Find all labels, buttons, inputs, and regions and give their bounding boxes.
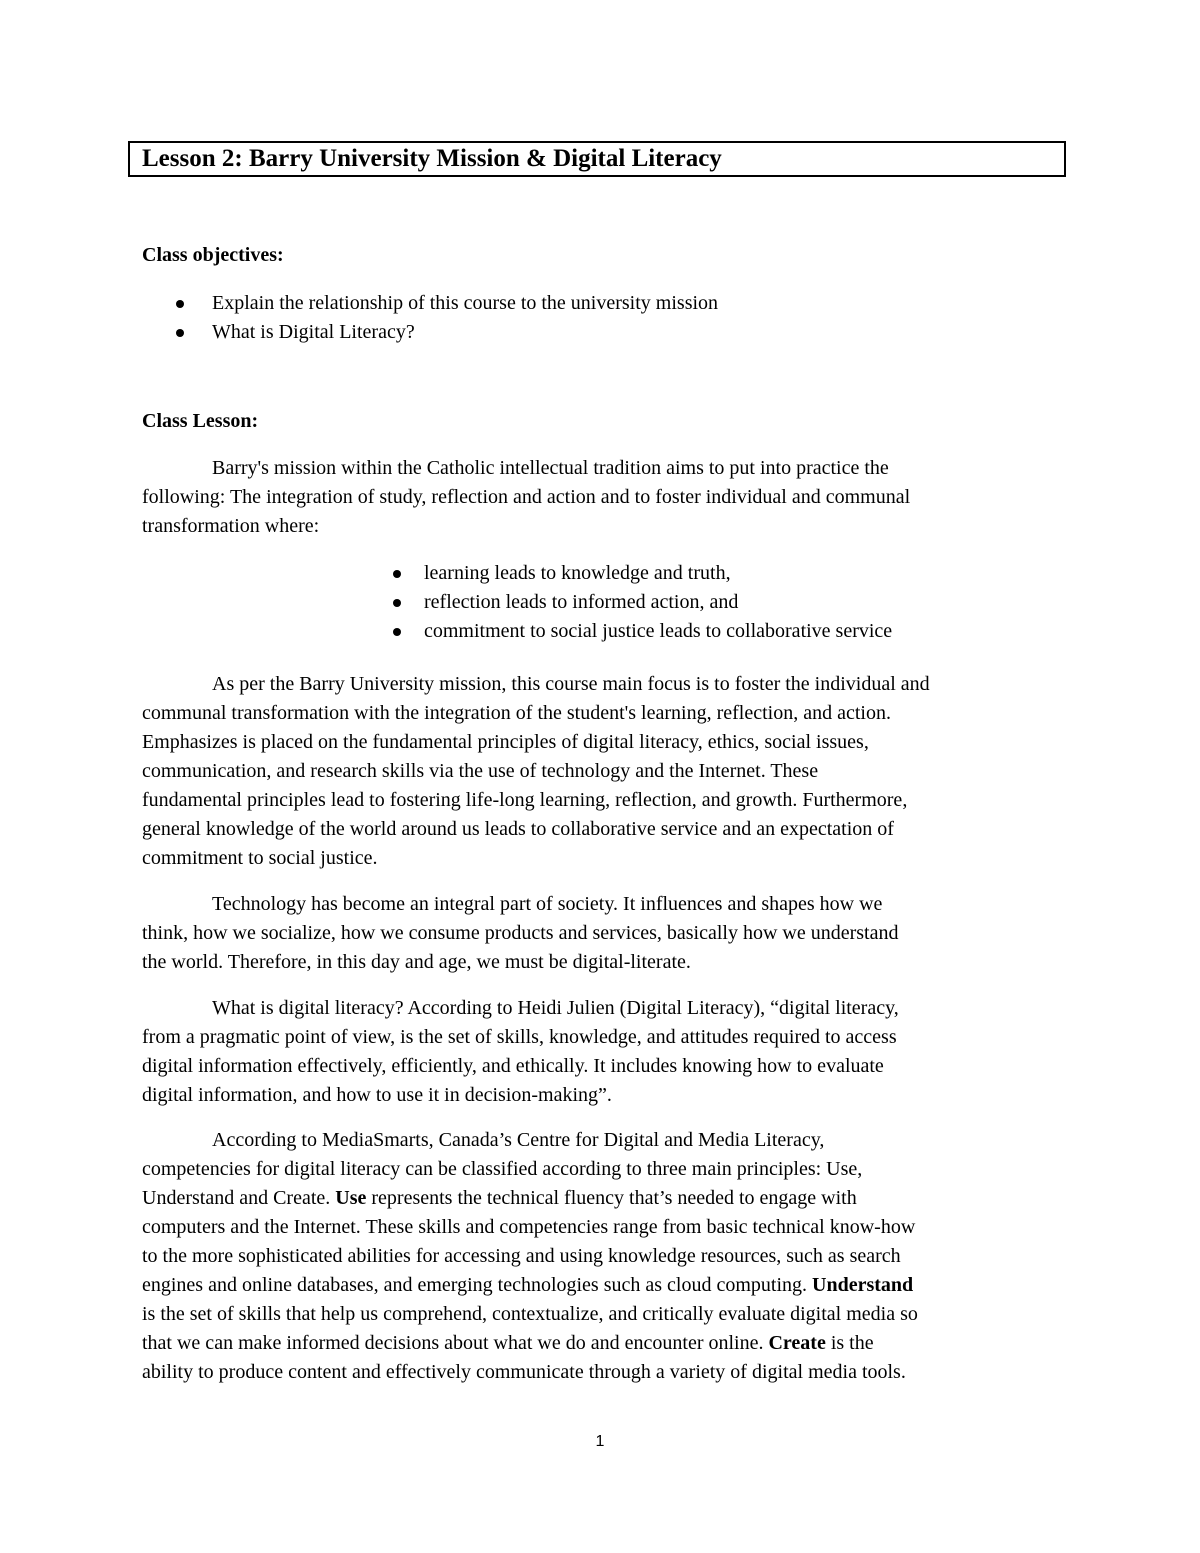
list-item-text: reflection leads to informed action, and bbox=[424, 591, 739, 613]
text-line: transformation where: bbox=[142, 515, 320, 537]
text-line: is the set of skills that help us comprehend, contextualize, and critically evaluate digital media so bbox=[142, 1303, 918, 1325]
list-item bbox=[212, 289, 718, 318]
objectives-list bbox=[212, 289, 718, 347]
create-term: Create bbox=[768, 1332, 826, 1354]
lesson-heading: Class Lesson: bbox=[142, 410, 259, 432]
text-line: fundamental principles lead to fostering life-long learning, reflection, and growth. Furthermore, bbox=[142, 789, 908, 811]
list-item bbox=[424, 617, 892, 646]
text-line: Technology has become an integral part of society. It influences and shapes how we bbox=[212, 893, 883, 915]
text-line: digital information, and how to use it in decision-making”. bbox=[142, 1084, 612, 1106]
list-item bbox=[212, 318, 718, 347]
text-line: general knowledge of the world around us leads to collaborative service and an expectation of bbox=[142, 818, 894, 840]
bullet-icon bbox=[176, 329, 184, 337]
bullet-icon bbox=[393, 570, 401, 578]
list-item bbox=[424, 588, 892, 617]
bullet-icon bbox=[393, 599, 401, 607]
text-line: to the more sophisticated abilities for accessing and using knowledge resources, such as search bbox=[142, 1245, 901, 1267]
bullet-icon bbox=[176, 300, 184, 308]
objectives-heading: Class objectives: bbox=[142, 244, 284, 266]
text-segment: engines and online databases, and emerging technologies such as cloud computing. bbox=[142, 1274, 813, 1296]
text-line: Barry's mission within the Catholic intellectual tradition aims to put into practice the bbox=[212, 457, 889, 479]
text-line: think, how we socialize, how we consume products and services, basically how we understand bbox=[142, 922, 899, 944]
text-segment: is the bbox=[825, 1332, 874, 1354]
text-line: commitment to social justice. bbox=[142, 847, 378, 869]
use-term: Use bbox=[335, 1187, 367, 1209]
text-line: competencies for digital literacy can be classified according to three main principles: Use, bbox=[142, 1158, 863, 1180]
list-item-text: Explain the relationship of this course to the university mission bbox=[212, 292, 719, 314]
text-line: ability to produce content and effectively communicate through a variety of digital media tools. bbox=[142, 1361, 906, 1383]
text-segment: represents the technical fluency that’s needed to engage with bbox=[366, 1187, 857, 1209]
text-line: communication, and research skills via the use of technology and the Internet. These bbox=[142, 760, 819, 782]
understand-term: Understand bbox=[812, 1274, 914, 1296]
mission-list bbox=[424, 559, 892, 646]
text-line: from a pragmatic point of view, is the set of skills, knowledge, and attitudes required to access bbox=[142, 1026, 897, 1048]
technology-paragraph bbox=[142, 890, 1062, 977]
text-line: the world. Therefore, in this day and age, we must be digital-literate. bbox=[142, 951, 691, 973]
text-line bbox=[142, 1271, 1062, 1300]
text-line: computers and the Internet. These skills and competencies range from basic technical know-how bbox=[142, 1216, 916, 1238]
lesson-title-box bbox=[128, 141, 1066, 177]
text-line: According to MediaSmarts, Canada’s Centre for Digital and Media Literacy, bbox=[212, 1129, 825, 1151]
text-line bbox=[142, 1329, 1062, 1358]
text-line bbox=[142, 1184, 1062, 1213]
text-line: digital information effectively, efficiently, and ethically. It includes knowing how to evaluate bbox=[142, 1055, 884, 1077]
text-segment: that we can make informed decisions about what we do and encounter online. bbox=[142, 1332, 769, 1354]
lesson-title: Lesson 2: Barry University Mission & Digital Literacy bbox=[142, 145, 722, 172]
intro-paragraph bbox=[142, 454, 1062, 541]
digital-literacy-paragraph bbox=[142, 994, 1062, 1110]
mediasmarts-paragraph bbox=[142, 1126, 1062, 1387]
mission-paragraph bbox=[142, 670, 1062, 873]
text-line: As per the Barry University mission, this course main focus is to foster the individual and bbox=[212, 673, 930, 695]
list-item-text: learning leads to knowledge and truth, bbox=[424, 562, 731, 584]
list-item-text: What is Digital Literacy? bbox=[212, 321, 415, 343]
bullet-icon bbox=[393, 628, 401, 636]
text-line: communal transformation with the integration of the student's learning, reflection, and action. bbox=[142, 702, 891, 724]
list-item-text: commitment to social justice leads to collaborative service bbox=[424, 620, 893, 642]
page-number: 1 bbox=[595, 1433, 605, 1450]
list-item bbox=[424, 559, 892, 588]
text-segment: Understand and Create. bbox=[142, 1187, 336, 1209]
text-line: Emphasizes is placed on the fundamental principles of digital literacy, ethics, social issues, bbox=[142, 731, 869, 753]
text-line: What is digital literacy? According to Heidi Julien (Digital Literacy), “digital literacy, bbox=[212, 997, 899, 1019]
text-line: following: The integration of study, reflection and action and to foster individual and communal bbox=[142, 486, 911, 508]
